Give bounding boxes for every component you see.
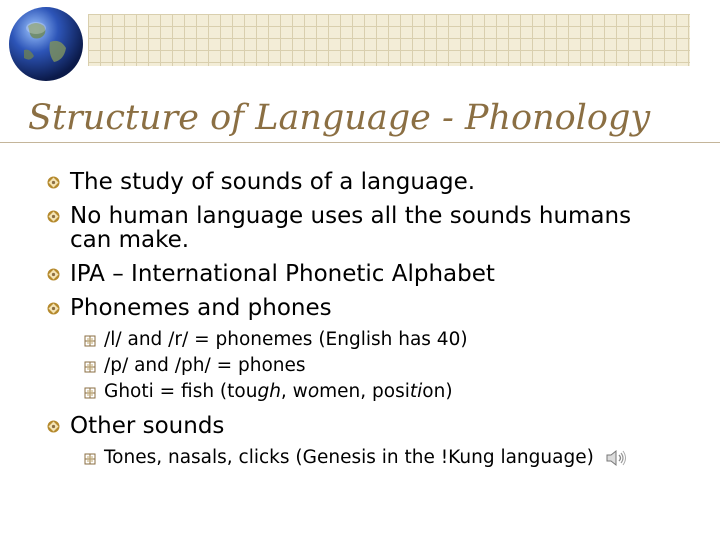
diamond-bullet-icon bbox=[47, 210, 60, 223]
sub-bullet-item bbox=[82, 354, 704, 378]
bullet-text: The study of sounds of a language. bbox=[70, 169, 476, 195]
text-segment: Ghoti = fish (tou bbox=[104, 381, 258, 402]
title-divider bbox=[0, 142, 720, 143]
bullet-text: No human language uses all the sounds humans bbox=[70, 203, 632, 229]
diamond-bullet-icon bbox=[47, 302, 60, 315]
sub-bullet-item bbox=[82, 446, 704, 470]
square-bullet-icon bbox=[84, 335, 96, 347]
sub-bullet-list bbox=[70, 446, 704, 470]
bullet-item bbox=[44, 414, 704, 470]
bullet-text: Phonemes and phones bbox=[70, 295, 332, 321]
italic-segment: o bbox=[307, 381, 320, 402]
bullet-item bbox=[44, 204, 704, 252]
italic-segment: ti bbox=[409, 381, 423, 402]
italic-segment: gh bbox=[257, 381, 281, 402]
slide-title: Structure of Language - Phonology bbox=[28, 98, 651, 138]
sub-bullet-text: /l/ and /r/ = phonemes (English has 40) bbox=[104, 329, 468, 350]
diamond-bullet-icon bbox=[47, 176, 60, 189]
bullet-item bbox=[44, 296, 704, 404]
sub-bullet-list bbox=[70, 328, 704, 404]
sub-bullet-item bbox=[82, 380, 704, 404]
sub-bullet-text: /p/ and /ph/ = phones bbox=[104, 355, 306, 376]
header-banner bbox=[88, 14, 690, 66]
bullet-item bbox=[44, 170, 704, 194]
diamond-bullet-icon bbox=[47, 420, 60, 433]
bullet-text: Other sounds bbox=[70, 413, 225, 439]
diamond-bullet-icon bbox=[47, 268, 60, 281]
sub-bullet-item bbox=[82, 328, 704, 352]
sub-bullet-text bbox=[104, 381, 453, 402]
bullet-item bbox=[44, 262, 704, 286]
text-segment: men, posi bbox=[319, 381, 410, 402]
square-bullet-icon bbox=[84, 453, 96, 465]
bullet-text-continued: can make. bbox=[70, 227, 190, 253]
speaker-icon[interactable] bbox=[604, 446, 628, 470]
globe-icon bbox=[6, 4, 86, 84]
text-segment: on) bbox=[422, 381, 453, 402]
square-bullet-icon bbox=[84, 387, 96, 399]
bullet-text: IPA – International Phonetic Alphabet bbox=[70, 261, 495, 287]
square-bullet-icon bbox=[84, 361, 96, 373]
sub-bullet-text: Tones, nasals, clicks (Genesis in the !Kung language) bbox=[104, 447, 594, 468]
text-segment: , w bbox=[280, 381, 308, 402]
bullet-list bbox=[44, 170, 704, 480]
